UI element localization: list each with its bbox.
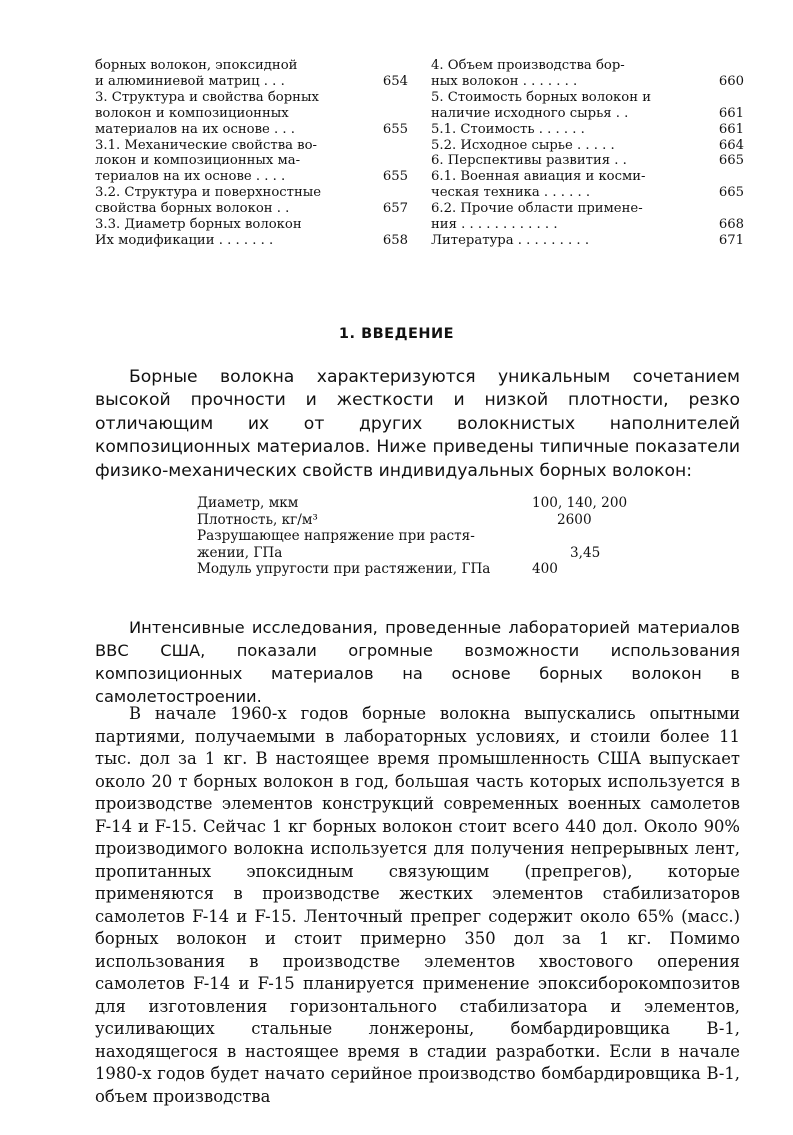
toc-entry-page: 655 <box>382 169 408 185</box>
toc-entry <box>431 233 744 249</box>
history-paragraph: В начале 1960-х годов борные волокна выпускались опытными партиями, получаемыми в лабораторных условиях, и стоили более 11 тыс. дол за 1 кг. В настоящее время промышленность США выпускает около 20 т борных волокон в год, большая часть которых используется в производстве элементов конструкций современных военных самолетов F-14 и F-15. Сейчас 1 кг борных волокон стоит всего 440 дол. Около 90% производимого волокна используется для получения непрерывных лент, пропитанных эпоксидным связующим (препрегов), которые применяются в производстве жестких элементов стабилизаторов самолетов F-14 и F-15. Ленточный препрег содержит около 65% (масс.) борных волокон и стоит примерно 350 дол за 1 кг. Помимо использования в производстве элементов хвостового оперения самолетов F-14 и F-15 планируется применение эпоксиборокомпозитов для изготовления горизонтального стабилизатора и элементов, усиливающих стальные лонжероны, бомбардировщика B-1, находящегося в настоящее время в стадии разработки. Если в начале 1980-х годов будет начато серийное производство бомбардировщика B-1, объем производства <box>95 704 740 1106</box>
toc-entry <box>95 185 408 217</box>
toc-entry-text: 3. Структура и свойства борных волокон и композиционных материалов на их основе . . . <box>95 89 319 137</box>
property-value: 3,45 <box>570 544 601 561</box>
toc-entry-text: Литература . . . . . . . . . <box>431 232 590 248</box>
toc-entry-text: 5.1. Стоимость . . . . . . <box>431 121 585 137</box>
property-label: Модуль упругости при растяжении, ГПа <box>197 561 491 578</box>
toc-entry-text: 3.3. Диаметр борных волокон Их модификации . . . . . . . <box>95 217 302 248</box>
toc-entry <box>95 217 408 249</box>
toc-entry-text: 3.1. Механические свойства во- локон и композиционных ма- териалов на их основе . . . . <box>95 137 317 185</box>
toc-entry <box>431 153 744 169</box>
toc-left-column <box>95 58 408 249</box>
toc-entry-text: 6.1. Военная авиация и косми- ческая техника . . . . . . <box>431 169 646 201</box>
toc-right-column <box>431 58 744 249</box>
property-value: 2600 <box>557 511 592 528</box>
toc-entry <box>431 138 744 154</box>
toc-entry-page: 668 <box>718 217 744 233</box>
toc-entry <box>431 58 744 90</box>
toc-entry-page: 661 <box>718 121 744 137</box>
toc-entry-page: 671 <box>718 232 744 248</box>
toc-entry-page: 661 <box>718 105 744 121</box>
toc-entry <box>95 90 408 138</box>
toc-entry-page: 660 <box>718 73 744 89</box>
toc-entry-text: 5. Стоимость борных волокон и наличие исходного сырья . . <box>431 89 652 121</box>
property-row <box>197 512 637 529</box>
property-label: Плотность, кг/м³ <box>197 511 318 528</box>
toc-entry-page: 665 <box>718 153 744 169</box>
toc-entry <box>95 58 408 90</box>
research-paragraph: Интенсивные исследования, проведенные лабораторией материалов ВВС США, показали огромные возможности использования композиционных материалов на основе борных волокон в самолетостроении. <box>95 618 740 706</box>
toc-entry <box>431 201 744 233</box>
properties-table <box>197 495 637 578</box>
toc-entry-page: 665 <box>718 185 744 201</box>
toc-entry-text: 3.2. Структура и поверхностные свойства борных волокон . . <box>95 185 322 217</box>
property-row <box>197 495 637 512</box>
toc-entry-page: 658 <box>382 232 408 248</box>
property-value: 100, 140, 200 <box>532 495 628 511</box>
property-label: Диаметр, мкм <box>197 495 299 511</box>
property-value: 400 <box>532 561 558 578</box>
toc-entry-text: 4. Объем производства бор- ных волокон . . . . . . . <box>431 58 625 89</box>
toc-entry <box>431 169 744 201</box>
toc-entry-page: 655 <box>382 121 408 137</box>
toc-entry-page: 657 <box>382 201 408 217</box>
toc-entry-text: 5.2. Исходное сырье . . . . . <box>431 137 615 153</box>
section-title: 1. ВВЕДЕНИЕ <box>338 326 455 342</box>
property-row <box>197 561 637 578</box>
intro-paragraph: Борные волокна характеризуются уникальным сочетанием высокой прочности и жесткости и низкой плотности, резко отличающим их от других волокнистых наполнителей композиционных материалов. Ниже приведены типичные показатели физико-механических свойств индивидуальных борных волокон: <box>95 367 740 481</box>
toc-entry <box>95 138 408 186</box>
property-row <box>197 528 637 561</box>
toc-entry-page: 664 <box>718 137 744 153</box>
toc-entry-text: борных волокон, эпоксидной и алюминиевой матриц . . . <box>95 58 298 89</box>
toc-entry <box>431 90 744 122</box>
property-label: Разрушающее напряжение при растя- жении, ГПа <box>197 528 475 561</box>
toc-entry-text: 6.2. Прочие области примене- ния . . . . . . . . . . . . <box>431 201 643 233</box>
toc-entry-text: 6. Перспективы развития . . <box>431 153 627 169</box>
toc-entry-page: 654 <box>382 73 408 89</box>
toc-entry <box>431 122 744 138</box>
